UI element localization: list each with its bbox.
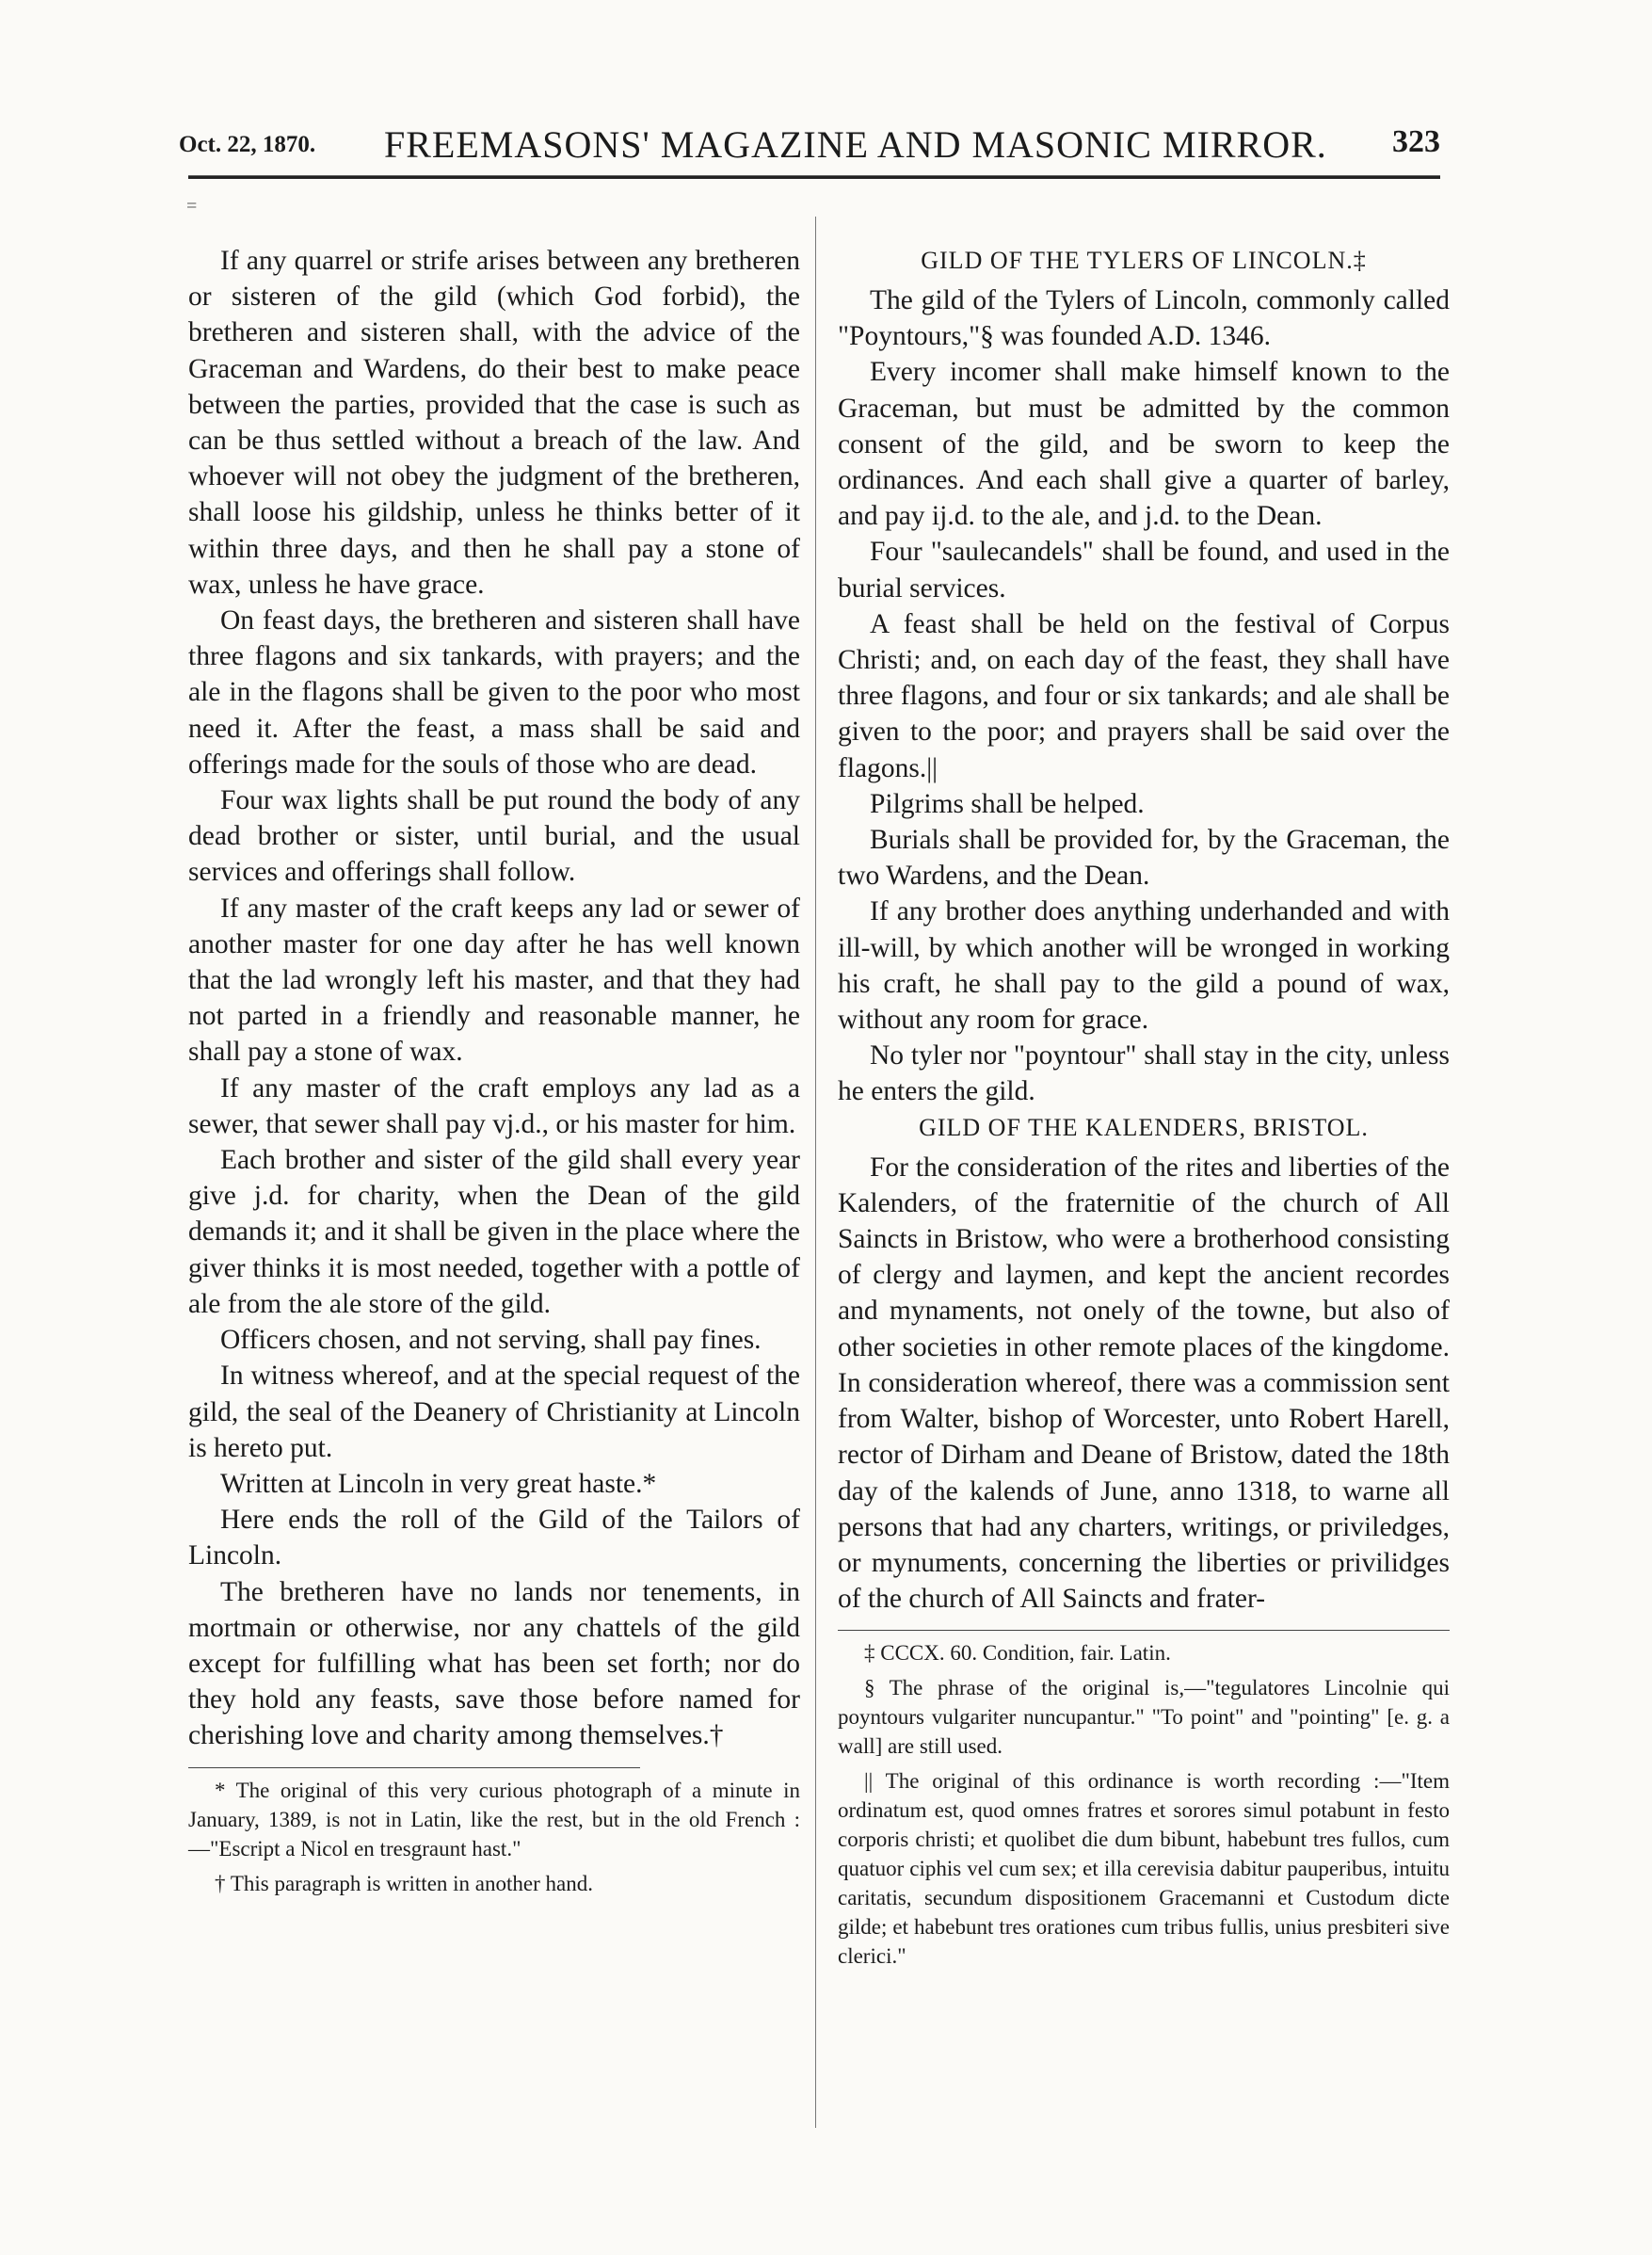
footnote: ‡ CCCX. 60. Condition, fair. Latin. — [864, 1641, 1171, 1666]
paragraph: On feast days, the bretheren and sisteren shall have three flagons and six tankards, with prayers; and the ale in the flagons shall be given to the poor who most need it. After the feast, a mass shall be said and offerings made for the souls of those who are dead. — [188, 605, 800, 780]
paragraph: Four "saulecandels" shall be found, and used in the burial services. — [838, 537, 1450, 604]
left-column — [188, 243, 800, 1904]
paragraph: For the consideration of the rites and liberties of the Kalenders, of the fraternitie of the church of All Saincts in Bristow, who were a brotherhood consisting of clergy and laymen, and kept the ancient recordes and mynaments, not onely of the towne, but also of other societies in other remote places of the kingdome. In consideration whereof, there was a commission sent from Walter, bishop of Worcester, unto Robert Harell, rector of Dirham and Deane of Bristow, dated the 18th day of the kalends of June, anno 1318, to warne all persons that had any charters, writings, or priviledges, or mynuments, concerning the liberties or privilidges of the church of All Saincts and frater- — [838, 1152, 1450, 1615]
paragraph: If any brother does anything underhanded and with ill-will, by which another will be wronged in working his craft, he shall pay to the gild a pound of wax, without any room for grace. — [838, 896, 1450, 1036]
paragraph: The bretheren have no lands nor tenements, in mortmain or otherwise, nor any chattels of the gild except for fulfilling what has been set forth; nor do they hold any feasts, save those before named for cherishing love and charity among themselves.† — [188, 1576, 800, 1751]
paragraph: Burials shall be provided for, by the Graceman, the two Wardens, and the Dean. — [838, 825, 1450, 892]
footnote-rule — [188, 1767, 640, 1768]
section-heading: GILD OF THE TYLERS OF LINCOLN.‡ — [921, 247, 1367, 274]
magazine-title: FREEMASONS' MAGAZINE AND MASONIC MIRROR. — [384, 123, 1327, 166]
paragraph: If any quarrel or strife arises between any bretheren or sisteren of the gild (which God forbid), the bretheren and sisteren shall, with the advice of the Graceman and Wardens, do their best to make peace between the parties, provided that the case is such as can be thus settled without a breach of the law. And whoever will not obey the judgment of the bretheren, shall loose his gildship, unless he thinks better of it within three days, and then he shall pay a stone of wax, unless he have grace. — [188, 246, 800, 600]
page-header — [179, 115, 1440, 171]
paragraph: No tyler nor "poyntour" shall stay in the city, unless he enters the gild. — [838, 1040, 1450, 1107]
paragraph: Four wax lights shall be put round the body of any dead brother or sister, until burial, and the usual services and offerings shall follow. — [188, 785, 800, 888]
footnote: * The original of this very curious photograph of a minute in January, 1389, is not in Latin, like the rest, but in the old French :—"Escript a Nicol en tresgraunt hast." — [188, 1778, 800, 1860]
right-column — [838, 243, 1450, 1976]
section-heading: GILD OF THE KALENDERS, BRISTOL. — [919, 1113, 1369, 1141]
paragraph: Written at Lincoln in very great haste.* — [220, 1468, 657, 1499]
header-rule — [188, 175, 1440, 179]
paragraph: Every incomer shall make himself known to the Graceman, but must be admitted by the common consent of the gild, and be sworn to keep the ordinances. And each shall give a quarter of barley, and pay ij.d. to the ale, and j.d. to the Dean. — [838, 357, 1450, 532]
column-divider — [815, 217, 816, 2128]
paragraph: Officers chosen, and not serving, shall pay fines. — [220, 1325, 762, 1356]
page-number: 323 — [1392, 124, 1440, 159]
footnote-rule — [838, 1630, 1450, 1631]
footnote: § The phrase of the original is,—"tegulatores Lincolnie qui poyntours vulgariter nuncupantur." "To point" and "pointing" [e. g. a wall] are still used. — [838, 1676, 1450, 1759]
paragraph: Each brother and sister of the gild shall every year give j.d. for charity, when the Dean of the gild demands it; and it shall be given in the place where the giver thinks it is most needed, together with a pottle of ale from the ale store of the gild. — [188, 1145, 800, 1319]
paragraph: In witness whereof, and at the special request of the gild, the seal of the Deanery of Christianity at Lincoln is hereto put. — [188, 1361, 800, 1463]
footnote: || The original of this ordinance is worth recording :—"Item ordinatum est, quod omnes fratres et sorores simul potabunt in festo corporis christi; et quolibet die dum bibunt, habebunt tres fullos, cum quatuor ciphis vel cum sex; et illa cerevisia dabitur pauperibus, intuitu caritatis, secundum dispositionem Gracemanni et Custodum dicte gilde; et habebunt tres orationes cum tribus fullis, unius presbiteri sive clerici." — [838, 1769, 1450, 1969]
paragraph: If any master of the craft employs any lad as a sewer, that sewer shall pay vj.d., or his master for him. — [188, 1072, 800, 1139]
footnote: † This paragraph is written in another hand. — [215, 1871, 593, 1895]
paragraph: The gild of the Tylers of Lincoln, commonly called "Poyntours,"§ was founded A.D. 1346. — [838, 285, 1450, 352]
margin-mark: = — [186, 196, 198, 217]
issue-date: Oct. 22, 1870. — [179, 132, 316, 157]
paragraph: Here ends the roll of the Gild of the Tailors of Lincoln. — [188, 1505, 800, 1571]
paragraph: A feast shall be held on the festival of Corpus Christi; and, on each day of the feast, they shall have three flagons, and four or six tankards; and ale shall be given to the poor; and prayers shall be said over the flagons.|| — [838, 608, 1450, 783]
paragraph: If any master of the craft keeps any lad or sewer of another master for one day after he has well known that the lad wrongly left his master, and that they had not parted in a friendly and reasonable manner, he shall pay a stone of wax. — [188, 893, 800, 1068]
paragraph: Pilgrims shall be helped. — [870, 788, 1145, 819]
